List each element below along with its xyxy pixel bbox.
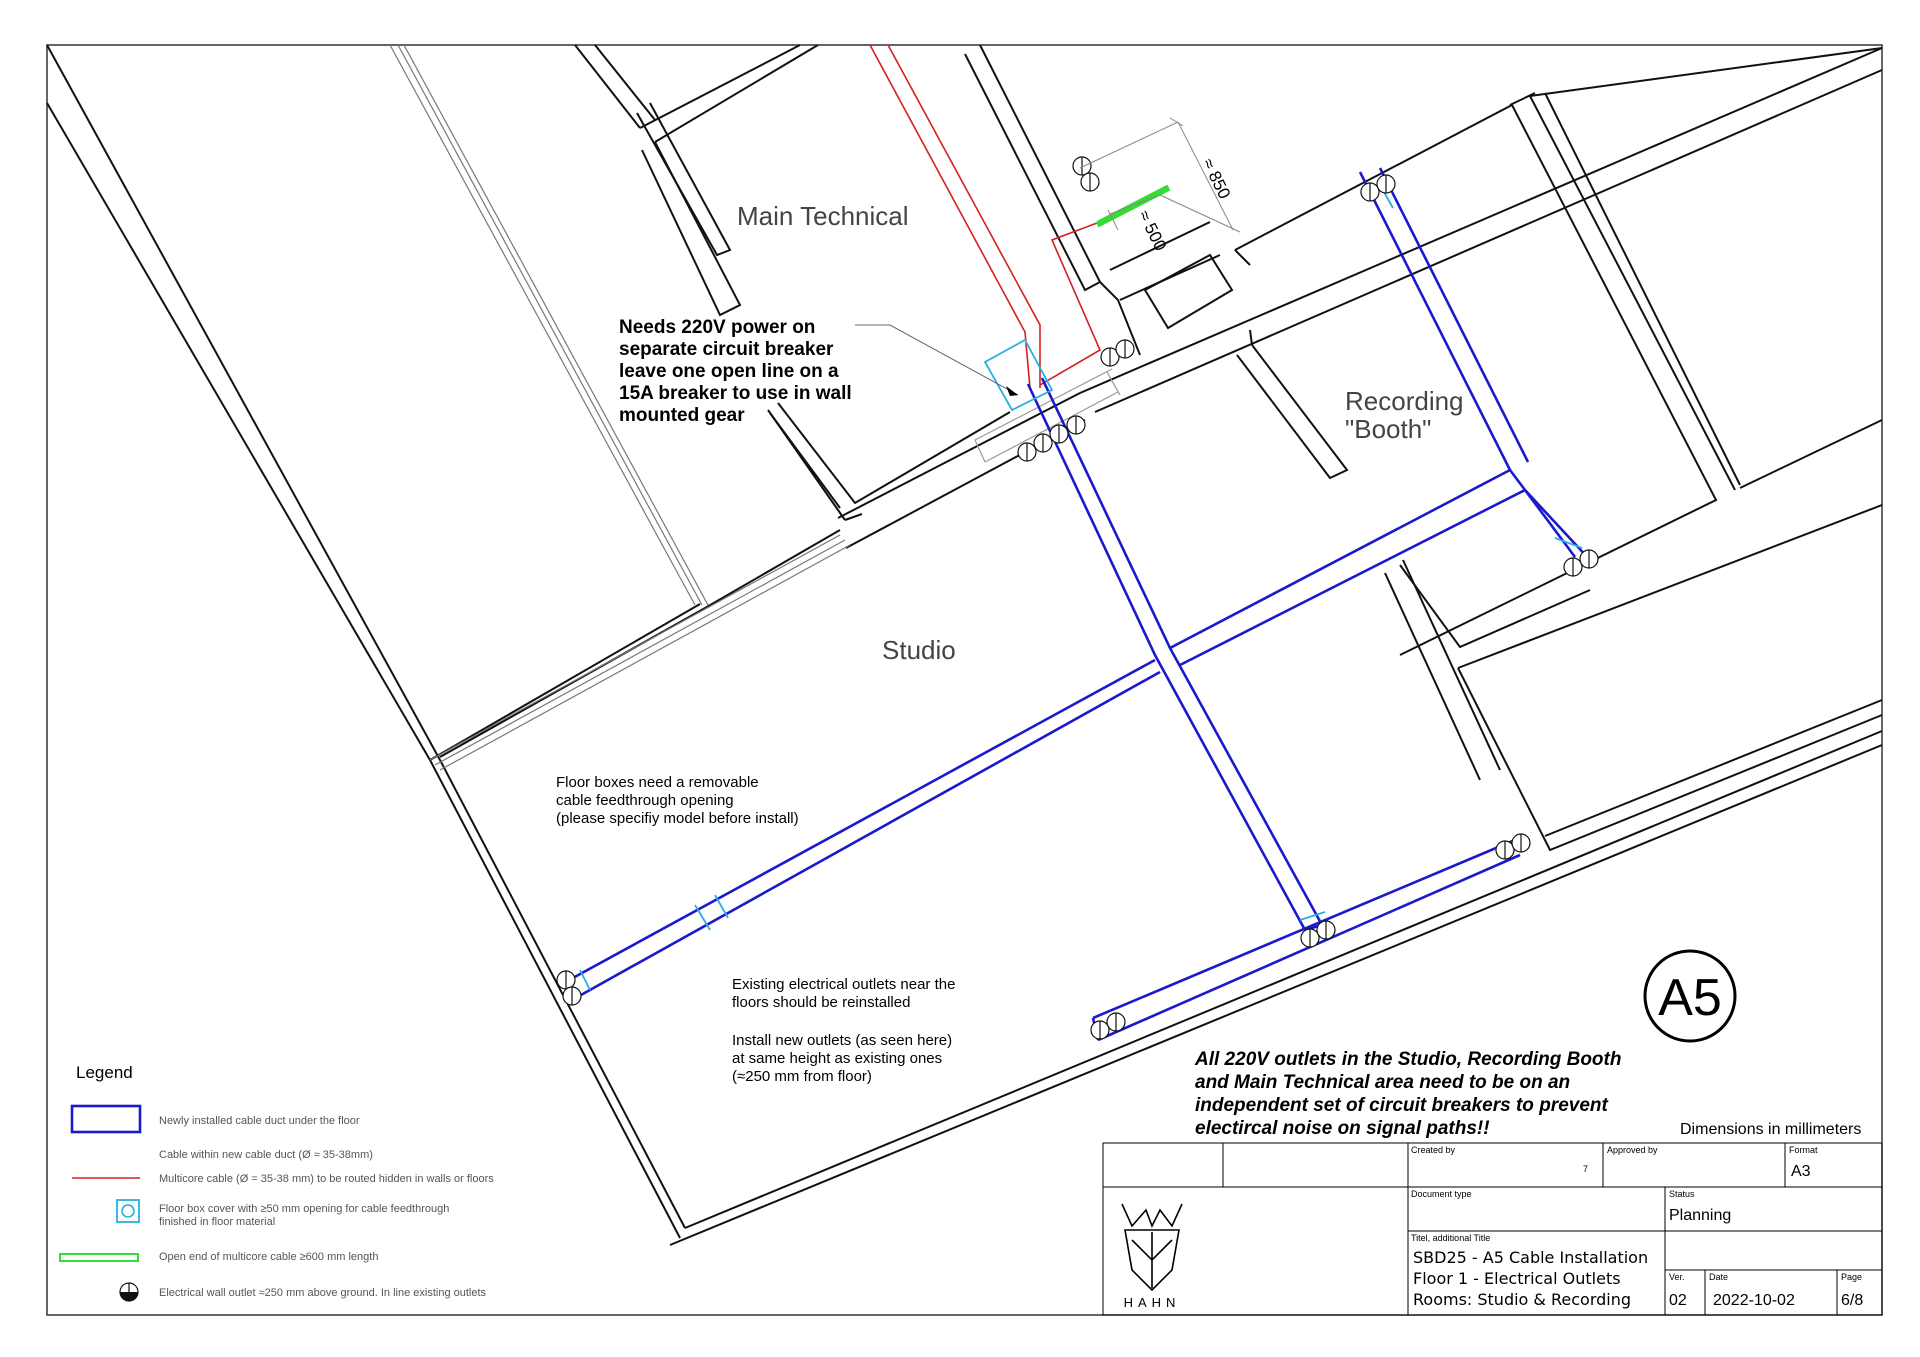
svg-text:Multicore cable (Ø = 35-38 mm): Multicore cable (Ø = 35-38 mm) to be routed hidden in walls or floors [159,1173,494,1185]
outlet-icon [1018,416,1085,461]
room-label-main-technical: Main Technical [737,201,909,231]
legend-floor-box-swatch [117,1200,139,1222]
floor-box-note [556,774,799,827]
svg-text:mounted gear: mounted gear [619,405,745,426]
svg-text:(≈250 mm from floor): (≈250 mm from floor) [732,1068,872,1085]
page-label: Page [1841,1272,1863,1282]
legend-title: Legend [76,1063,133,1082]
svg-text:Floor boxes need a removable: Floor boxes need a removable [556,774,759,791]
units-note: Dimensions in millimeters [1680,1121,1862,1138]
svg-text:15A breaker to use in wall: 15A breaker to use in wall [619,383,852,404]
title-line-3: Rooms: Studio & Recording [1413,1290,1632,1309]
svg-text:Open end of multicore cable ≥6: Open end of multicore cable ≥600 mm length [159,1251,379,1263]
crowned-lion-icon [1122,1204,1182,1290]
breaker-warning-note [1194,1049,1621,1139]
svg-text:Cable within new cable duct (Ø: Cable within new cable duct (Ø ≈ 35-38mm) [159,1149,373,1161]
legend-open-end-swatch [60,1254,138,1261]
title-line-1: SBD25 - A5 Cable Installation [1413,1248,1649,1267]
svg-text:electircal noise on signal pat: electircal noise on signal paths!! [1195,1118,1490,1139]
svg-text:and Main Technical area need t: and Main Technical area need to be on an [1195,1072,1571,1093]
version-label: Ver. [1669,1272,1685,1282]
dimension-500: ≈ 500 [1134,207,1171,254]
logo-wordmark: HAHN [1123,1295,1181,1310]
title-label: Titel, additional Title [1411,1233,1491,1243]
page-value: 6/8 [1841,1292,1864,1309]
legend [60,1063,494,1301]
format-label: Format [1789,1145,1818,1155]
created-by-mark: 7 [1583,1164,1589,1174]
svg-text:A5: A5 [1658,969,1722,1027]
svg-text:leave one open line on a: leave one open line on a [619,361,839,382]
svg-text:separate circuit breaker: separate circuit breaker [619,339,834,360]
room-label-recording: Recording [1345,386,1464,416]
format-value: A3 [1791,1163,1811,1180]
svg-text:(please specifiy model before: (please specifiy model before install) [556,810,799,827]
power-note-leader [855,325,1018,395]
svg-text:Floor box cover with ≥50 mm op: Floor box cover with ≥50 mm opening for cable feedthrough [159,1203,450,1215]
document-type-label: Document type [1411,1189,1472,1199]
svg-text:Newly installed cable duct und: Newly installed cable duct under the floor [159,1115,360,1127]
svg-text:Install new outlets (as seen h: Install new outlets (as seen here) [732,1032,953,1049]
legend-duct-swatch [72,1106,140,1132]
svg-text:independent set of circuit bre: independent set of circuit breakers to prevent [1195,1095,1608,1116]
room-label-booth: "Booth" [1345,414,1432,444]
title-line-2: Floor 1 - Electrical Outlets [1413,1269,1621,1288]
approved-by-label: Approved by [1607,1145,1658,1155]
svg-text:Existing electrical outlets ne: Existing electrical outlets near the [732,976,956,993]
date-value: 2022-10-02 [1713,1292,1795,1309]
svg-text:at same height as existing one: at same height as existing ones [732,1050,943,1067]
version-value: 02 [1669,1292,1687,1309]
leader-arrowhead-icon [1006,386,1018,396]
power-note [619,317,852,426]
outlets-note [732,976,955,1085]
svg-text:Electrical wall outlet ≈250 mm: Electrical wall outlet ≈250 mm above ground. In line existing outlets [159,1287,487,1299]
created-by-label: Created by [1411,1145,1456,1155]
status-value: Planning [1669,1207,1732,1224]
svg-text:finished in floor material: finished in floor material [159,1216,276,1228]
status-label: Status [1669,1189,1695,1199]
dimension-850: ≈ 850 [1198,155,1235,202]
svg-text:All 220V outlets in the Studio: All 220V outlets in the Studio, Recording Booth [1195,1049,1622,1070]
legend-outlet-icon [120,1283,138,1301]
sheet-badge [1645,951,1735,1041]
svg-text:cable feedthrough opening: cable feedthrough opening [556,792,734,809]
room-label-studio: Studio [882,635,956,665]
date-label: Date [1709,1272,1729,1282]
svg-text:Needs 220V power on: Needs 220V power on [619,317,816,338]
svg-text:floors should be reinstalled: floors should be reinstalled [732,994,911,1011]
